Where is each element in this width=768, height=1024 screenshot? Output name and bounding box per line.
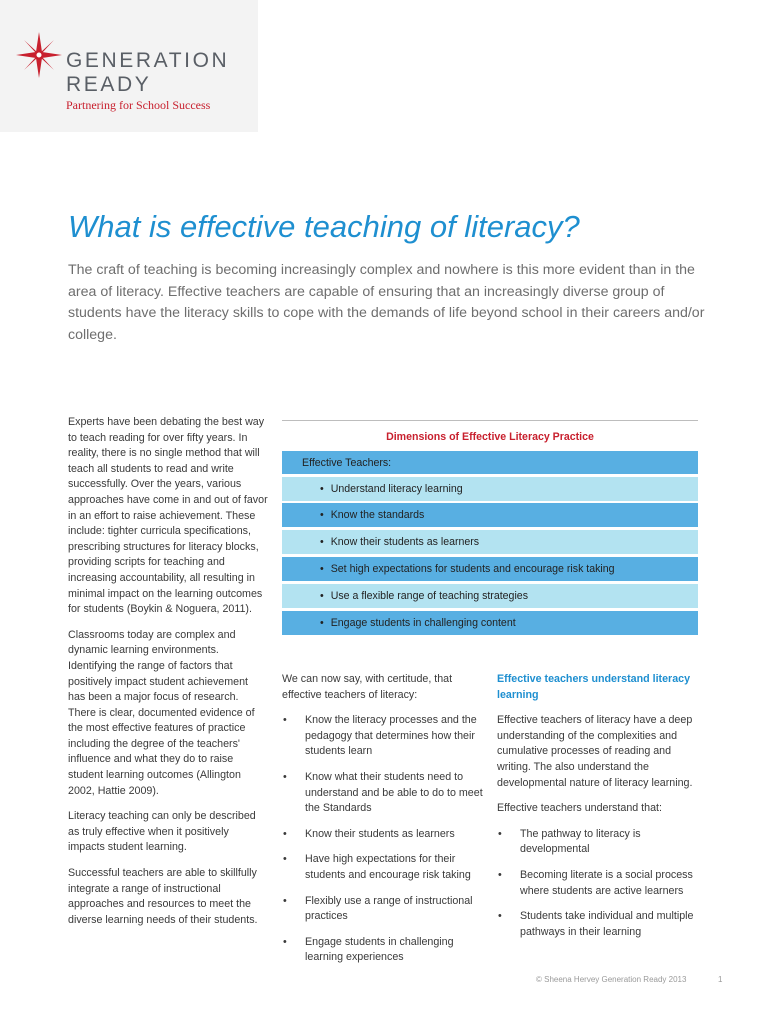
page-number: 1 [718,975,723,984]
logo-block [0,0,258,132]
list-item: • Becoming literate is a social process where students are active learners [497,868,702,899]
dimension-item-label: Engage students in challenging content [330,617,516,629]
left-paragraph-4: Successful teachers are able to skillfully integrate a range of instructional approaches and resources to meet the diverse learning needs of their students. [68,867,258,926]
right-paragraph: Effective teachers of literacy have a deep understanding of the complexities and cumulative processes of reading and writing. The also understand the developmental nature of literacy learning. [497,714,693,789]
bullet-icon: • [320,483,324,495]
logo-wordmark-line1: GENERATION [66,49,230,72]
list-item: • Flexibly use a range of instructional practices [282,894,487,925]
dimensions-title: Dimensions of Effective Literacy Practice [386,431,594,443]
dimension-item-label: Understand literacy learning [330,483,463,495]
list-item: • Engage students in challenging learning experiences [282,935,487,966]
dimension-item [282,530,698,554]
right-bullet-list [497,827,702,941]
middle-column [282,672,487,976]
dimension-item [282,557,698,581]
logo-wordmark-line2: READY [66,73,152,96]
right-lead: Effective teachers understand that: [497,802,662,815]
dimensions-header: Effective Teachers: [302,456,392,469]
dimension-item [282,503,698,527]
footer-credit: © Sheena Hervey Generation Ready 2013 [536,975,687,984]
left-paragraph-2: Classrooms today are complex and dynamic learning environments. Identifying the range of factors that positively impact student achievement has been a major focus of research. There is clear, documented evidence of the most effective features of practice including the degree of the teachers' influence and what they do to raise student learning outcomes (Allington 2002, Hattie 2009). [68,628,255,797]
list-item: • Know what their students need to understand and be able to do to meet the Standards [282,770,487,817]
compass-star-icon [16,32,62,78]
list-item: • The pathway to literacy is developmental [497,827,702,858]
bullet-icon: • [320,536,324,548]
dimension-item [282,611,698,635]
left-paragraph-3: Literacy teaching can only be described as truly effective when it positively impacts student learning. [68,810,256,854]
intro-paragraph: The craft of teaching is becoming increasingly complex and nowhere is this more evident than in the area of literacy. Effective teachers are capable of ensuring that an increasingly diverse group of students have the literacy skills to cope with the demands of life beyond school in their careers and/or college. [68,262,705,343]
list-item: • Students take individual and multiple pathways in their learning [497,909,702,940]
dimensions-header-bar [282,451,698,474]
dimensions-rule [282,420,698,421]
left-column [68,415,268,938]
bullet-icon: • [320,563,324,575]
list-item: • Know the literacy processes and the pedagogy that determines how their students learn [282,713,487,760]
list-item: • Have high expectations for their students and encourage risk taking [282,852,487,883]
bullet-icon: • [320,509,324,521]
logo-tagline: Partnering for School Success [66,98,211,112]
dimension-item [282,477,698,501]
left-paragraph-1: Experts have been debating the best way to teach reading for over fifty years. In reality, there is no single method that will teach all students to read and write successfully. Over the years, various approaches have come in and out of favor in an effort to raise achievement. These include: tighter curricula specifications, prescribing structures for literacy blocks, providing scripts for teaching and increasing accountability, all resulting in minimal impact on the learning outcomes for students (Boykin & Noguera, 2011). [68,416,268,616]
middle-intro: We can now say, with certitude, that effective teachers of literacy: [282,673,453,701]
dimension-item-label: Know their students as learners [330,536,480,548]
dimension-item-label: Know the standards [330,509,425,521]
right-column [497,672,702,950]
list-item: • Know their students as learners [282,827,487,843]
dimension-item-label: Set high expectations for students and encourage risk taking [330,563,615,575]
bullet-icon: • [320,590,324,602]
dimension-item [282,584,698,608]
dimension-item-label: Use a flexible range of teaching strategies [330,590,528,602]
page-title: What is effective teaching of literacy? [68,209,580,244]
middle-bullet-list [282,713,487,966]
right-column-heading: Effective teachers understand literacy learning [497,673,691,701]
bullet-icon: • [320,617,324,629]
